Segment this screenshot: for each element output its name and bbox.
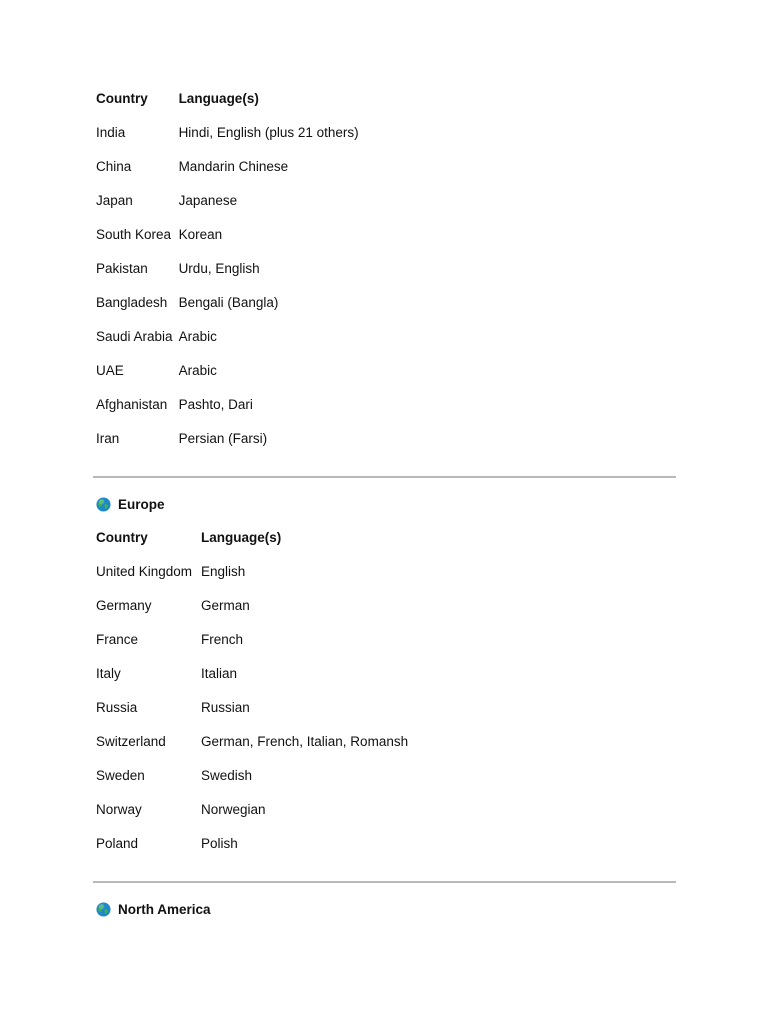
languages-cell: Pashto, Dari — [178, 397, 253, 412]
globe-icon — [96, 497, 111, 512]
languages-cell: Hindi, English (plus 21 others) — [178, 125, 359, 140]
table-row — [93, 218, 362, 252]
north-america-section-heading — [96, 899, 211, 919]
languages-cell: French — [201, 632, 244, 647]
globe-icon — [96, 902, 111, 917]
table-row — [93, 150, 362, 184]
table-row — [93, 657, 411, 691]
country-cell: Italy — [96, 666, 121, 681]
table-header-row — [93, 82, 362, 116]
country-cell: UAE — [96, 363, 124, 378]
country-cell: China — [96, 159, 132, 174]
languages-cell: Mandarin Chinese — [178, 159, 289, 174]
table-row — [93, 388, 362, 422]
country-cell: Russia — [96, 700, 138, 715]
table-row — [93, 184, 362, 218]
section-divider — [93, 881, 676, 883]
languages-cell: Korean — [178, 227, 223, 242]
country-cell: Saudi Arabia — [96, 329, 173, 344]
country-cell: Germany — [96, 598, 152, 613]
table-row — [93, 589, 411, 623]
section-divider — [93, 476, 676, 478]
country-cell: South Korea — [96, 227, 172, 242]
europe-languages-table — [93, 521, 411, 861]
table-row — [93, 555, 411, 589]
languages-cell: English — [201, 564, 246, 579]
languages-cell: Polish — [201, 836, 238, 851]
country-cell: Switzerland — [96, 734, 166, 749]
table-row — [93, 759, 411, 793]
languages-cell: German — [201, 598, 250, 613]
section-title: Europe — [118, 496, 165, 512]
table-row — [93, 725, 411, 759]
table-row — [93, 691, 411, 725]
languages-cell: Russian — [201, 700, 250, 715]
country-cell: Sweden — [96, 768, 145, 783]
languages-cell: Persian (Farsi) — [178, 431, 268, 446]
languages-cell: Italian — [201, 666, 238, 681]
languages-cell: Swedish — [201, 768, 253, 783]
table-row — [93, 116, 362, 150]
country-cell: Bangladesh — [96, 295, 168, 310]
table-row — [93, 793, 411, 827]
europe-section-heading — [96, 494, 165, 514]
languages-cell: German, French, Italian, Romansh — [201, 734, 409, 749]
table-row — [93, 286, 362, 320]
table-row — [93, 252, 362, 286]
languages-column-header: Language(s) — [178, 91, 259, 106]
country-cell: France — [96, 632, 139, 647]
languages-cell: Norwegian — [201, 802, 266, 817]
country-cell: United Kingdom — [96, 564, 193, 579]
languages-cell: Arabic — [178, 363, 217, 378]
table-row — [93, 827, 411, 861]
table-row — [93, 354, 362, 388]
languages-cell: Urdu, English — [178, 261, 260, 276]
table-row — [93, 422, 362, 456]
languages-cell: Bengali (Bangla) — [178, 295, 279, 310]
languages-column-header: Language(s) — [201, 530, 282, 545]
section-title: North America — [118, 901, 211, 917]
table-row — [93, 623, 411, 657]
table-row — [93, 320, 362, 354]
country-cell: Afghanistan — [96, 397, 168, 412]
asia-languages-table — [93, 82, 362, 456]
country-column-header: Country — [96, 91, 148, 106]
country-cell: Poland — [96, 836, 139, 851]
country-cell: Japan — [96, 193, 133, 208]
languages-cell: Japanese — [178, 193, 238, 208]
country-cell: Pakistan — [96, 261, 148, 276]
country-cell: Iran — [96, 431, 120, 446]
country-cell: Norway — [96, 802, 142, 817]
table-header-row — [93, 521, 411, 555]
languages-cell: Arabic — [178, 329, 217, 344]
country-column-header: Country — [96, 530, 148, 545]
country-cell: India — [96, 125, 126, 140]
